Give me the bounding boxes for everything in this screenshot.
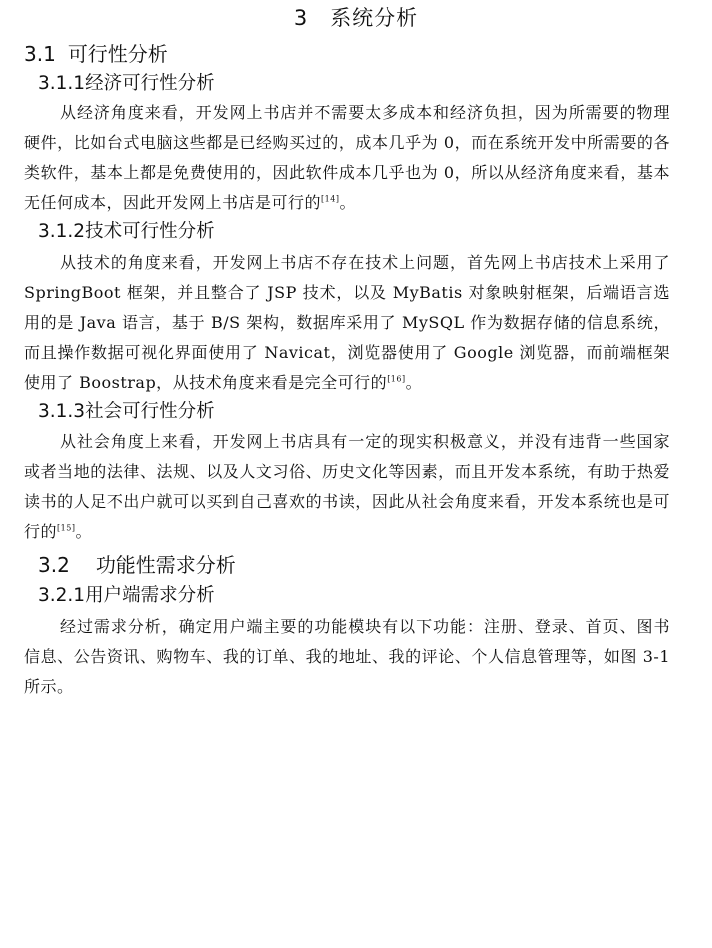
section-3-1-2-end: 。 bbox=[405, 373, 423, 392]
section-3-1-1-text: 从经济角度来看，开发网上书店并不需要太多成本和经济负担，因为所需要的物理硬件，比如台式电脑这些都是已经购买过的，成本几乎为 0，而在系统开发中所需要的各类软件，基本上都是免费使用的，因此软件成本几乎也为 0，所以从经济角度来看，基本无任何成本，因此开发网上书店是可行的 bbox=[24, 103, 670, 212]
section-3-2-1-paragraph: 经过需求分析，确定用户端主要的功能模块有以下功能：注册、登录、首页、图书信息、公告资讯、购物车、我的订单、我的地址、我的评论、个人信息管理等，如图 3-1 所示。 bbox=[24, 617, 670, 696]
section-3-2-heading bbox=[38, 551, 236, 579]
citation-16: [16] bbox=[387, 374, 406, 384]
section-3-1-1-heading: 3.1.1经济可行性分析 bbox=[38, 73, 215, 94]
section-3-1-1-paragraph bbox=[24, 98, 670, 218]
section-3-1-3-heading: 3.1.3社会可行性分析 bbox=[38, 401, 215, 422]
section-3-1-heading bbox=[24, 40, 168, 68]
section-3-2-1-heading: 3.2.1用户端需求分析 bbox=[38, 585, 215, 606]
section-3-2-title: 功能性需求分析 bbox=[95, 553, 236, 577]
chapter-title-text: 系统分析 bbox=[330, 6, 419, 30]
section-3-1-3-end: 。 bbox=[75, 522, 92, 541]
chapter-number: 3 bbox=[293, 6, 309, 30]
section-3-1-3-text: 从社会角度上来看，开发网上书店具有一定的现实积极意义，并没有违背一些国家或者当地的法律、法规、以及人文习俗、历史文化等因素，而且开发本系统，有助于热爱读书的人足不出户就可以买到自己喜欢的书读，因此从社会角度来看，开发本系统也是可行的 bbox=[24, 432, 670, 541]
chapter-title bbox=[0, 4, 712, 32]
section-3-1-2-heading: 3.1.2技术可行性分析 bbox=[38, 221, 215, 242]
section-3-1-2-paragraph bbox=[24, 248, 670, 398]
citation-14: [14] bbox=[321, 194, 340, 204]
section-3-1-number: 3.1 bbox=[24, 42, 56, 66]
section-3-1-1-end: 。 bbox=[339, 193, 356, 212]
section-3-1-2-text: 从技术的角度来看，开发网上书店不存在技术上问题，首先网上书店技术上采用了 SpringBoot 框架，并且整合了 JSP 技术，以及 MyBatis 对象映射框架，后端语言选用的是 Java 语言，基于 B/S 架构，数据库采用了 MySQL 作为数据存储的信息系统，而且操作数据可视化界面使用了 Navicat，浏览器使用了 Google 浏览器，而前端框架使用了 Boostrap，从技术角度来看是完全可行的 bbox=[24, 253, 670, 392]
section-3-2-number: 3.2 bbox=[38, 553, 70, 577]
section-3-1-title: 可行性分析 bbox=[67, 42, 168, 66]
section-3-1-3-paragraph bbox=[24, 427, 670, 547]
citation-15: [15] bbox=[57, 523, 76, 533]
